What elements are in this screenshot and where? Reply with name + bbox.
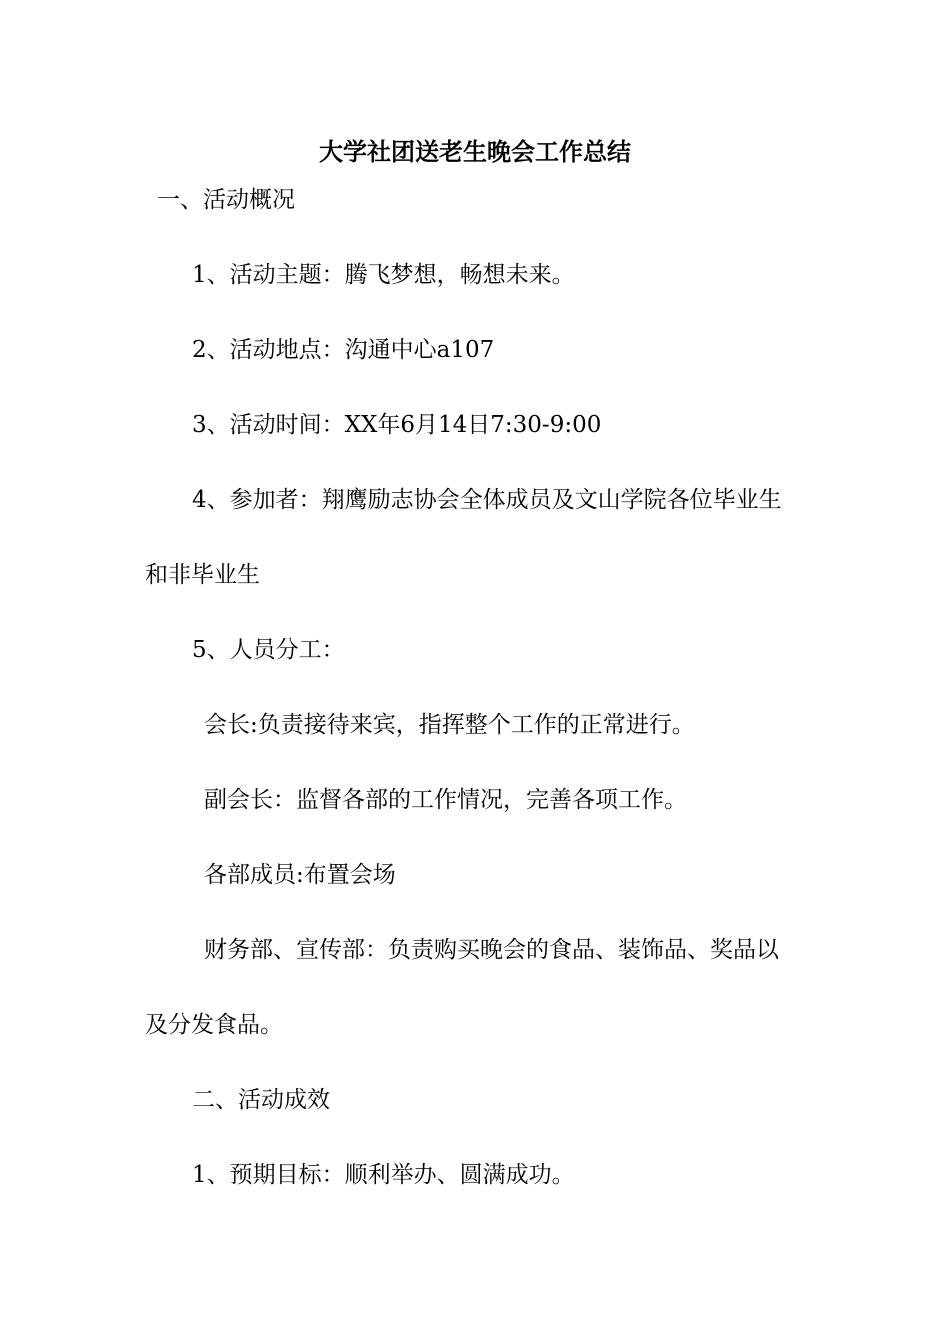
- paragraph-participants-continued: 和非毕业生: [145, 562, 260, 588]
- section-heading-results: 二、活动成效: [192, 1087, 330, 1113]
- paragraph-expected-goal: 1、预期目标：顺利举办、圆满成功。: [192, 1162, 575, 1188]
- paragraph-participants: 4、参加者：翔鹰励志协会全体成员及文山学院各位毕业生: [192, 487, 782, 513]
- paragraph-time: 3、活动时间：XX年6月14日7:30-9:00: [192, 412, 602, 438]
- document-title: 大学社团送老生晚会工作总结: [319, 137, 631, 166]
- paragraph-location: 2、活动地点：沟通中心a107: [192, 337, 495, 363]
- paragraph-department-members: 各部成员:布置会场: [204, 862, 396, 888]
- section-heading-overview: 一、活动概况: [157, 187, 295, 213]
- paragraph-division-of-labor: 5、人员分工：: [192, 637, 345, 663]
- paragraph-theme: 1、活动主题：腾飞梦想，畅想未来。: [192, 262, 575, 288]
- paragraph-vice-president: 副会长：监督各部的工作情况，完善各项工作。: [204, 787, 687, 813]
- paragraph-president: 会长:负责接待来宾，指挥整个工作的正常进行。: [204, 712, 695, 738]
- paragraph-finance-publicity-continued: 及分发食品。: [145, 1012, 283, 1038]
- paragraph-finance-publicity: 财务部、宣传部：负责购买晚会的食品、装饰品、奖品以: [204, 937, 779, 963]
